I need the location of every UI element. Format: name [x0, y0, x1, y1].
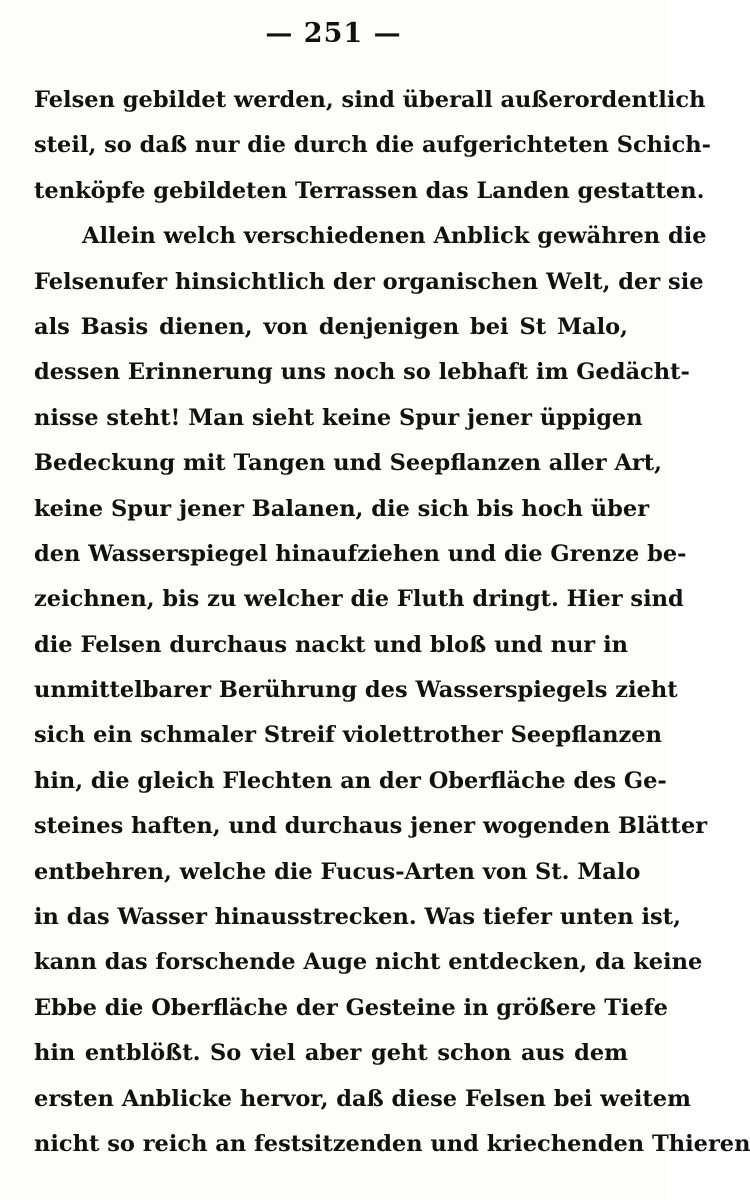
text-line: Felsen gebildet werden, sind überall außerordentlich	[34, 87, 706, 113]
text-line: Felsenufer hinsichtlich der organischen Welt, der sie	[34, 268, 704, 295]
text-line: als Basis dienen, von denjenigen bei St Malo,	[34, 313, 628, 340]
text-line: kann das forschende Auge nicht entdecken, da keine	[34, 949, 703, 976]
text-line: Ebbe die Oberfläche der Gesteine in größere Tiefe	[34, 994, 668, 1021]
text-line: Allein welch verschiedenen Anblick gewähren die	[82, 223, 707, 250]
text-line: hin, die gleich Flechten an der Oberfläche des Ge-	[34, 767, 667, 794]
text-line: steines haften, und durchaus jener wogenden Blätter	[34, 813, 708, 840]
text-line: in das Wasser hinausstrecken. Was tiefer unten ist,	[34, 904, 681, 931]
text-line: keine Spur jener Balanen, die sich bis hoch über	[34, 495, 650, 522]
page-text-body	[34, 78, 750, 1167]
text-line: ersten Anblicke hervor, daß diese Felsen bei weitem	[34, 1085, 691, 1112]
text-line: zeichnen, bis zu welcher die Fluth dringt. Hier sind	[34, 586, 684, 613]
text-line: nisse steht! Man sieht keine Spur jener üppigen	[34, 404, 643, 431]
text-line: nicht so reich an festsitzenden und kriechenden Thieren	[34, 1130, 750, 1157]
text-line: steil, so daß nur die durch die aufgerichteten Schich-	[34, 132, 711, 159]
text-line: sich ein schmaler Streif violettrother Seepflanzen	[34, 722, 662, 749]
text-line: den Wasserspiegel hinaufziehen und die Grenze be-	[34, 540, 687, 567]
text-line: hin entblößt. So viel aber geht schon aus dem	[34, 1040, 628, 1067]
page-number-header: — 251 —	[265, 18, 402, 49]
text-line: unmittelbarer Berührung des Wasserspiegels zieht	[34, 677, 678, 704]
text-line: entbehren, welche die Fucus-Arten von St. Malo	[34, 858, 641, 885]
text-line: die Felsen durchaus nackt und bloß und nur in	[34, 631, 628, 658]
text-line: tenköpfe gebildeten Terrassen das Landen gestatten.	[34, 177, 705, 204]
text-line: Bedeckung mit Tangen und Seepflanzen aller Art,	[34, 450, 662, 477]
text-line: dessen Erinnerung uns noch so lebhaft im Gedächt-	[34, 359, 690, 386]
